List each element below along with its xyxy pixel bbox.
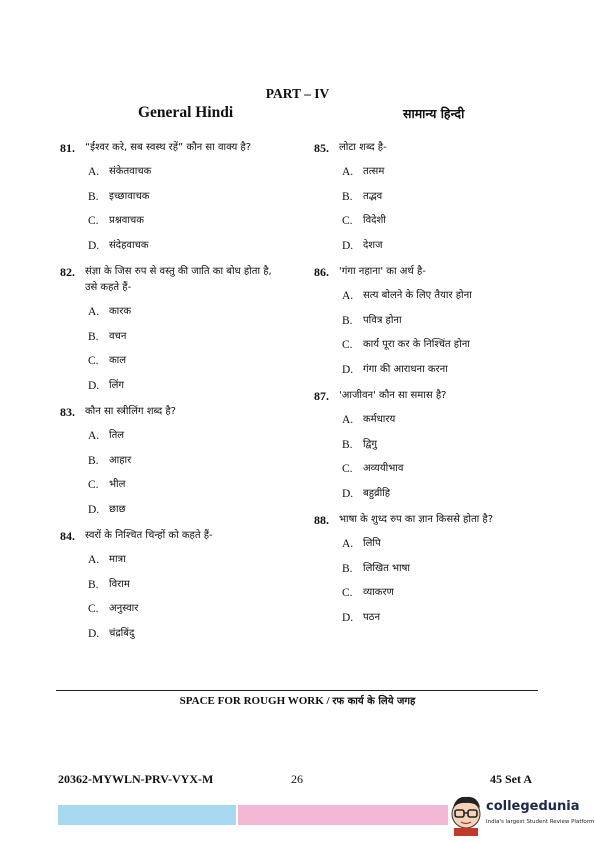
option-letter: B.	[342, 314, 353, 327]
option-text: कार्य पूरा कर के निश्चिंत होना	[363, 339, 470, 351]
answer-option	[88, 424, 310, 449]
rough-work-label	[0, 693, 595, 707]
option-letter: B.	[88, 578, 99, 591]
answer-option	[88, 185, 310, 210]
option-text: इच्छावाचक	[109, 190, 150, 202]
option-letter: B.	[342, 190, 353, 203]
option-text: संदेहवाचक	[109, 239, 149, 251]
option-letter: A.	[88, 166, 100, 179]
question-block	[60, 404, 310, 522]
option-letter: D.	[342, 239, 354, 252]
question-text-line: संज्ञा के जिस रुप से वस्तु की जाति का बोध होता है,	[85, 266, 272, 277]
option-letter: D.	[342, 487, 354, 500]
page-number: 26	[291, 772, 303, 786]
answer-option	[88, 325, 310, 350]
answer-option	[342, 433, 564, 458]
option-text: लिपि	[363, 538, 381, 550]
question-number: 83.	[60, 405, 75, 419]
question-number: 86.	[314, 265, 329, 279]
answer-option	[88, 160, 310, 185]
footer-blue-bar	[58, 805, 236, 825]
option-letter: C.	[88, 215, 99, 228]
question-header	[314, 264, 564, 280]
option-text: गंगा की आराधना करना	[363, 363, 448, 375]
option-text: अनुस्वार	[109, 603, 139, 615]
option-letter: B.	[88, 454, 99, 467]
answer-option	[88, 473, 310, 498]
question-number: 85.	[314, 141, 329, 155]
answer-option	[342, 557, 564, 582]
question-text-line: 'गंगा नहाना' का अर्थ है-	[339, 266, 426, 277]
answer-option	[342, 284, 564, 309]
question-header	[60, 140, 310, 156]
option-letter: B.	[342, 438, 353, 451]
option-letter: D.	[342, 611, 354, 624]
answer-option	[342, 457, 564, 482]
answer-option	[342, 581, 564, 606]
question-text	[85, 528, 310, 544]
question-text-line: लोटा शब्द है-	[339, 142, 387, 153]
question-number: 84.	[60, 529, 75, 543]
option-text: विदेशी	[363, 215, 386, 227]
answer-option	[342, 482, 564, 507]
option-text: तद्भव	[363, 190, 383, 202]
option-letter: D.	[88, 379, 100, 392]
logo-tagline: India's largest Student Review Platform	[486, 819, 595, 825]
question-block	[314, 264, 564, 382]
left-question-column	[60, 140, 310, 652]
option-letter: B.	[88, 190, 99, 203]
option-letter: D.	[88, 239, 100, 252]
set-label: 45 Set A	[490, 772, 532, 786]
rough-work-english: SPACE FOR ROUGH WORK /	[179, 695, 333, 707]
option-letter: B.	[342, 562, 353, 575]
option-text: बहुव्रीहि	[363, 487, 391, 499]
question-number: 88.	[314, 513, 329, 527]
answer-option	[88, 449, 310, 474]
question-text	[339, 388, 564, 404]
question-text	[339, 512, 564, 528]
answer-option	[342, 532, 564, 557]
question-header	[60, 264, 310, 296]
option-text: प्रश्नवाचक	[109, 215, 144, 227]
option-letter: A.	[88, 306, 100, 319]
option-text: व्याकरण	[363, 587, 394, 599]
option-text: काल	[109, 355, 127, 367]
question-header	[60, 404, 310, 420]
question-text-line: भाषा के शुध्द रुप का ज्ञान किससे होता है?	[339, 514, 494, 525]
option-text: लिंग	[109, 379, 124, 391]
footer-pink-bar	[238, 805, 448, 825]
question-block	[60, 528, 310, 646]
question-number: 81.	[60, 141, 75, 155]
option-text: अव्ययीभाव	[363, 463, 404, 475]
question-text-line: “ईश्वर करे, सब स्वस्थ रहें” कौन सा वाक्य है?	[85, 142, 252, 153]
question-number: 82.	[60, 265, 75, 279]
option-letter: C.	[342, 339, 353, 352]
option-text: संकेतवाचक	[109, 166, 152, 178]
answer-option	[342, 185, 564, 210]
option-letter: A.	[342, 538, 354, 551]
answer-option	[88, 622, 310, 647]
answer-option	[88, 597, 310, 622]
answer-option	[342, 358, 564, 383]
footer-code: 20362-MYWLN-PRV-VYX-M	[58, 772, 214, 786]
question-text-line: कौन सा स्त्रीलिंग शब्द है?	[85, 406, 176, 417]
option-text: पवित्र होना	[363, 314, 402, 326]
option-text: सत्य बोलने के लिए तैयार होना	[363, 290, 472, 302]
option-letter: C.	[88, 479, 99, 492]
option-text: विराम	[109, 578, 130, 590]
option-letter: A.	[342, 166, 354, 179]
answer-option	[88, 548, 310, 573]
divider-line	[56, 690, 538, 691]
answer-option	[342, 408, 564, 433]
question-text-line: उसे कहते हैं-	[85, 282, 132, 293]
option-text: लिखित भाषा	[363, 562, 411, 574]
question-header	[314, 140, 564, 156]
answer-option	[88, 209, 310, 234]
question-block	[60, 264, 310, 398]
option-letter: A.	[88, 554, 100, 567]
subject-hindi: सामान्य हिन्दी	[403, 106, 465, 121]
option-text: द्विगु	[363, 438, 377, 450]
option-letter: C.	[342, 463, 353, 476]
option-text: भील	[109, 479, 126, 491]
question-text	[85, 404, 310, 420]
answer-option	[88, 374, 310, 399]
question-text	[339, 264, 564, 280]
option-text: तिल	[109, 430, 125, 442]
question-header	[60, 528, 310, 544]
answer-option	[342, 160, 564, 185]
answer-option	[342, 309, 564, 334]
option-text: देशज	[363, 239, 383, 251]
question-text-line: 'आजीवन' कौन सा समास है?	[339, 390, 447, 401]
question-header	[314, 388, 564, 404]
subject-english: General Hindi	[138, 104, 234, 121]
rough-work-hindi: रफ कार्य के लिये जगह	[332, 696, 416, 707]
question-number: 87.	[314, 389, 329, 403]
part-title: PART – IV	[265, 86, 330, 101]
logo-wordmark: collegedunia	[486, 799, 580, 814]
answer-option	[88, 498, 310, 523]
option-text: चंद्रबिंदु	[109, 627, 135, 639]
question-text	[339, 140, 564, 156]
option-letter: A.	[342, 414, 354, 427]
option-letter: B.	[88, 330, 99, 343]
question-header	[314, 512, 564, 528]
right-question-column	[314, 140, 564, 636]
question-text	[85, 264, 310, 296]
answer-option	[88, 300, 310, 325]
option-text: कर्मधारय	[363, 414, 396, 426]
option-letter: D.	[88, 627, 100, 640]
option-letter: C.	[342, 215, 353, 228]
question-block	[314, 388, 564, 506]
question-block	[314, 140, 564, 258]
question-text	[85, 140, 310, 156]
option-text: आहार	[109, 454, 132, 466]
option-letter: C.	[88, 603, 99, 616]
answer-option	[88, 573, 310, 598]
option-text: छाछ	[109, 503, 126, 515]
answer-option	[88, 234, 310, 259]
question-text-line: स्वरों के निश्चित चिन्हों को कहते हैं-	[85, 530, 213, 541]
option-letter: C.	[342, 587, 353, 600]
question-block	[60, 140, 310, 258]
answer-option	[88, 349, 310, 374]
option-text: वचन	[109, 330, 127, 342]
option-letter: D.	[88, 503, 100, 516]
option-letter: A.	[88, 430, 100, 443]
option-letter: C.	[88, 355, 99, 368]
answer-option	[342, 234, 564, 259]
option-letter: D.	[342, 363, 354, 376]
option-text: तत्सम	[363, 166, 385, 178]
answer-option	[342, 606, 564, 631]
answer-option	[342, 209, 564, 234]
option-letter: A.	[342, 290, 354, 303]
option-text: मात्रा	[109, 554, 126, 566]
question-block	[314, 512, 564, 630]
answer-option	[342, 333, 564, 358]
option-text: पठन	[363, 611, 381, 623]
option-text: कारक	[109, 306, 132, 318]
